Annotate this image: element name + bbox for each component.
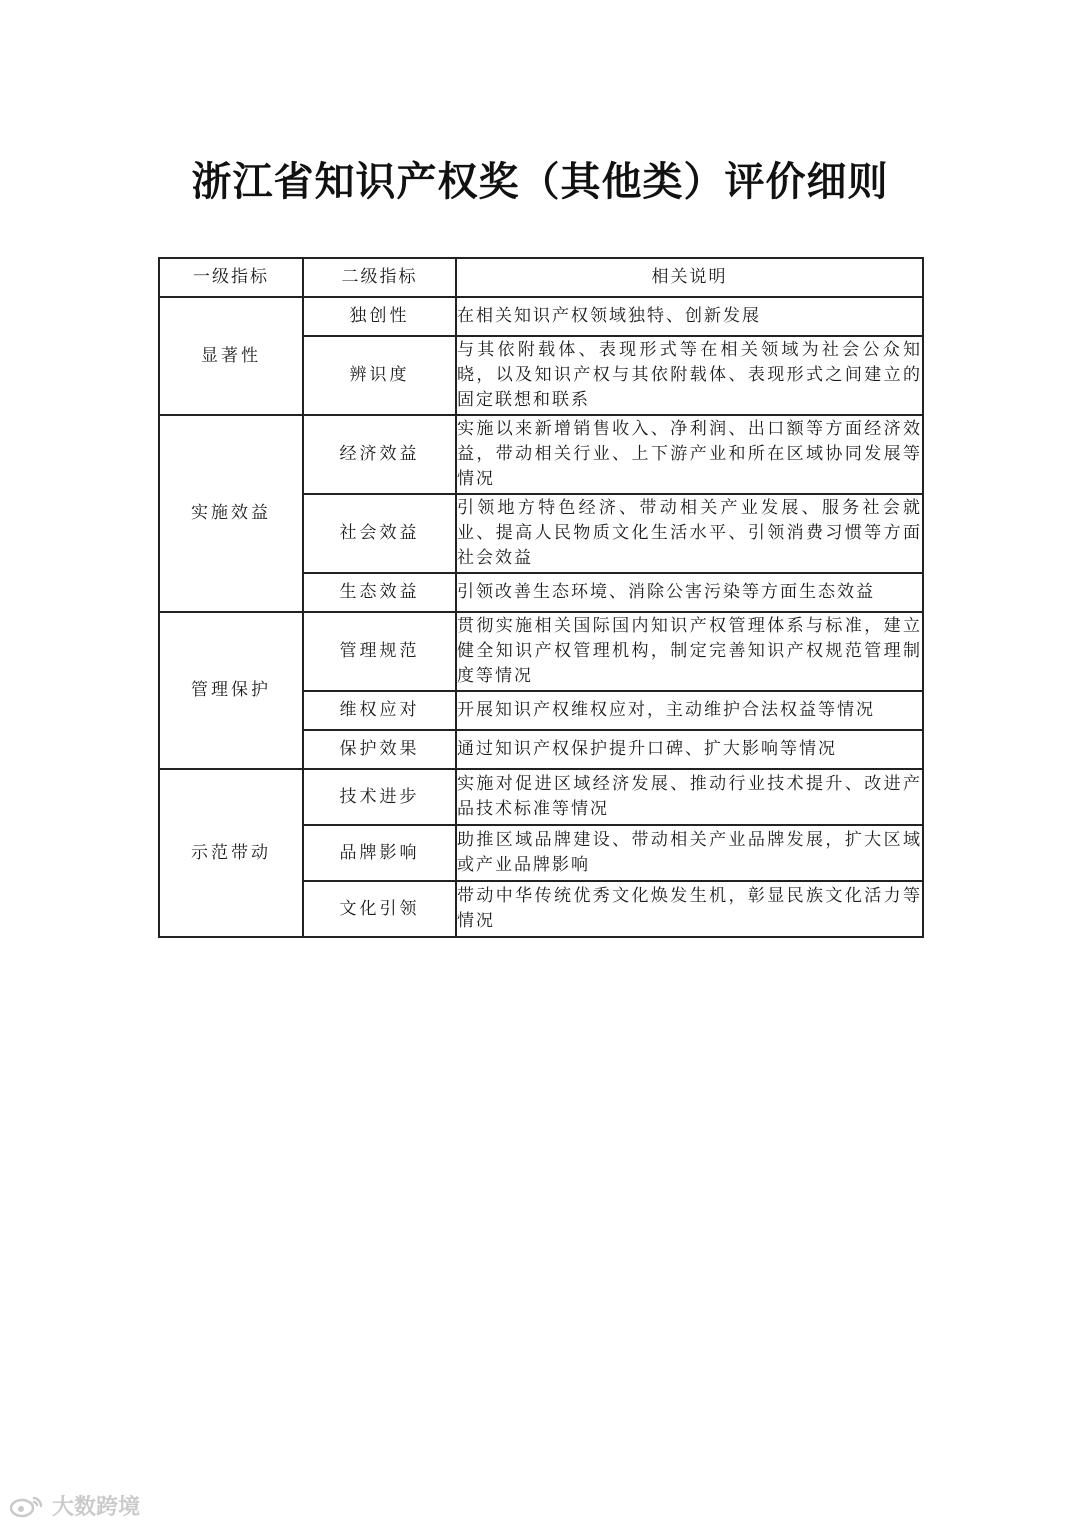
description-cell: 实施对促进区域经济发展、推动行业技术提升、改进产品技术标准等情况	[456, 769, 923, 825]
description-cell: 开展知识产权维权应对，主动维护合法权益等情况	[456, 691, 923, 730]
evaluation-criteria-table	[158, 257, 924, 938]
level2-cell: 技术进步	[303, 769, 456, 825]
level2-cell: 社会效益	[303, 494, 456, 573]
description-cell: 贯彻实施相关国际国内知识产权管理体系与标准，建立健全知识产权管理机构，制定完善知识产权规范管理制度等情况	[456, 612, 923, 691]
page-title: 浙江省知识产权奖（其他类）评价细则	[191, 158, 889, 205]
level2-cell: 经济效益	[303, 415, 456, 494]
level2-cell: 文化引领	[303, 881, 456, 937]
table-row	[159, 769, 923, 825]
level2-cell: 独创性	[303, 297, 456, 336]
description-cell: 助推区域品牌建设、带动相关产业品牌发展，扩大区域或产业品牌影响	[456, 825, 923, 881]
description-cell: 引领地方特色经济、带动相关产业发展、服务社会就业、提高人民物质文化生活水平、引领消费习惯等方面社会效益	[456, 494, 923, 573]
table-row	[159, 297, 923, 336]
level2-cell: 生态效益	[303, 573, 456, 612]
header-level1: 一级指标	[159, 258, 303, 297]
description-cell: 实施以来新增销售收入、净利润、出口额等方面经济效益，带动相关行业、上下游产业和所在区域协同发展等情况	[456, 415, 923, 494]
level1-cell: 实施效益	[159, 415, 303, 612]
watermark-text: 大数跨境	[52, 1495, 141, 1520]
header-level2: 二级指标	[303, 258, 456, 297]
weibo-logo-icon	[8, 1494, 46, 1518]
table-row	[159, 612, 923, 691]
level2-cell: 品牌影响	[303, 825, 456, 881]
description-cell: 与其依附载体、表现形式等在相关领域为社会公众知晓，以及知识产权与其依附载体、表现形式之间建立的固定联想和联系	[456, 336, 923, 415]
level1-cell: 示范带动	[159, 769, 303, 937]
level2-cell: 维权应对	[303, 691, 456, 730]
description-cell: 在相关知识产权领域独特、创新发展	[456, 297, 923, 336]
level2-cell: 辨识度	[303, 336, 456, 415]
watermark	[8, 1490, 140, 1521]
table-row	[159, 415, 923, 494]
description-cell: 引领改善生态环境、消除公害污染等方面生态效益	[456, 573, 923, 612]
level2-cell: 保护效果	[303, 730, 456, 769]
table-header-row	[159, 258, 923, 297]
level2-cell: 管理规范	[303, 612, 456, 691]
header-description: 相关说明	[456, 258, 923, 297]
description-cell: 带动中华传统优秀文化焕发生机，彰显民族文化活力等情况	[456, 881, 923, 937]
description-cell: 通过知识产权保护提升口碑、扩大影响等情况	[456, 730, 923, 769]
level1-cell: 显著性	[159, 297, 303, 415]
level1-cell: 管理保护	[159, 612, 303, 769]
